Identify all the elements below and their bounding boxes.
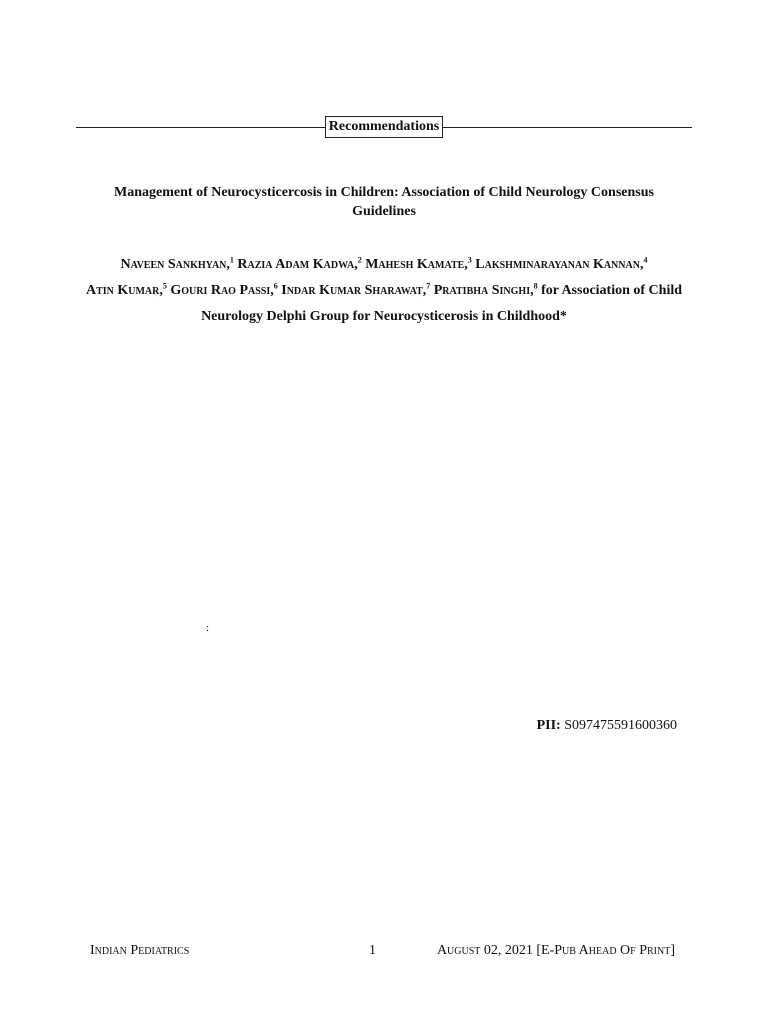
author-name: Gouri Rao Passi — [170, 283, 271, 298]
author-1: Naveen Sankhyan,$^1$ — [120, 255, 234, 272]
author-affiliation-mark: 4 — [643, 255, 648, 265]
author-name: Mahesh Kamate — [365, 257, 465, 272]
pii-line — [537, 718, 677, 734]
author-affiliation-mark: 5 — [162, 281, 167, 291]
author-affiliation-mark: 6 — [273, 281, 278, 291]
pii-label: PII: — [536, 718, 561, 733]
author-name: Lakshminarayanan Kannan — [475, 257, 640, 272]
author-name: Pratibha Singhi — [433, 283, 531, 298]
author-name: Razia Adam Kadwa — [237, 257, 355, 272]
group-attribution: for Association of Child Neurology Delphi Group for Neurocysticerosis in Childhood* — [201, 283, 683, 324]
author-2: Razia Adam Kadwa,$^2$ — [237, 255, 362, 272]
section-label: Recommendations — [325, 116, 443, 138]
author-3: Mahesh Kamate,$^3$ — [365, 255, 472, 272]
author-name: Atin Kumar — [85, 283, 160, 298]
author-affiliation-mark: 3 — [467, 255, 472, 265]
author-affiliation-mark: 2 — [357, 255, 362, 265]
header-rule-left — [76, 127, 326, 128]
footer-journal: Indian Pediatrics — [90, 943, 190, 958]
author-affiliation-mark: 8 — [533, 281, 538, 291]
author-affiliation-mark: 1 — [229, 255, 234, 265]
stray-mark: : — [206, 622, 210, 634]
author-name: Indar Kumar Sharawat — [281, 283, 423, 298]
author-affiliation-mark: 7 — [426, 281, 431, 291]
author-5: Atin Kumar,$^5$ — [85, 281, 167, 298]
footer-page-number: 1 — [369, 943, 376, 958]
author-4: Lakshminarayanan Kannan,$^4$ — [475, 255, 648, 272]
author-name: Naveen Sankhyan — [120, 257, 227, 272]
header-rule-right — [443, 127, 692, 128]
article-title: Management of Neurocysticercosis in Children: Association of Child Neurology Consensus Guidelines — [114, 185, 654, 219]
author-6: Gouri Rao Passi,$^6$ — [170, 281, 278, 298]
pii-value: S097475591600360 — [564, 718, 677, 733]
footer-date: August 02, 2021 [E-Pub Ahead Of Print] — [436, 943, 675, 958]
author-list — [84, 252, 684, 330]
author-8: Pratibha Singhi,$^8$ — [433, 281, 538, 298]
author-7: Indar Kumar Sharawat,$^7$ — [281, 281, 431, 298]
